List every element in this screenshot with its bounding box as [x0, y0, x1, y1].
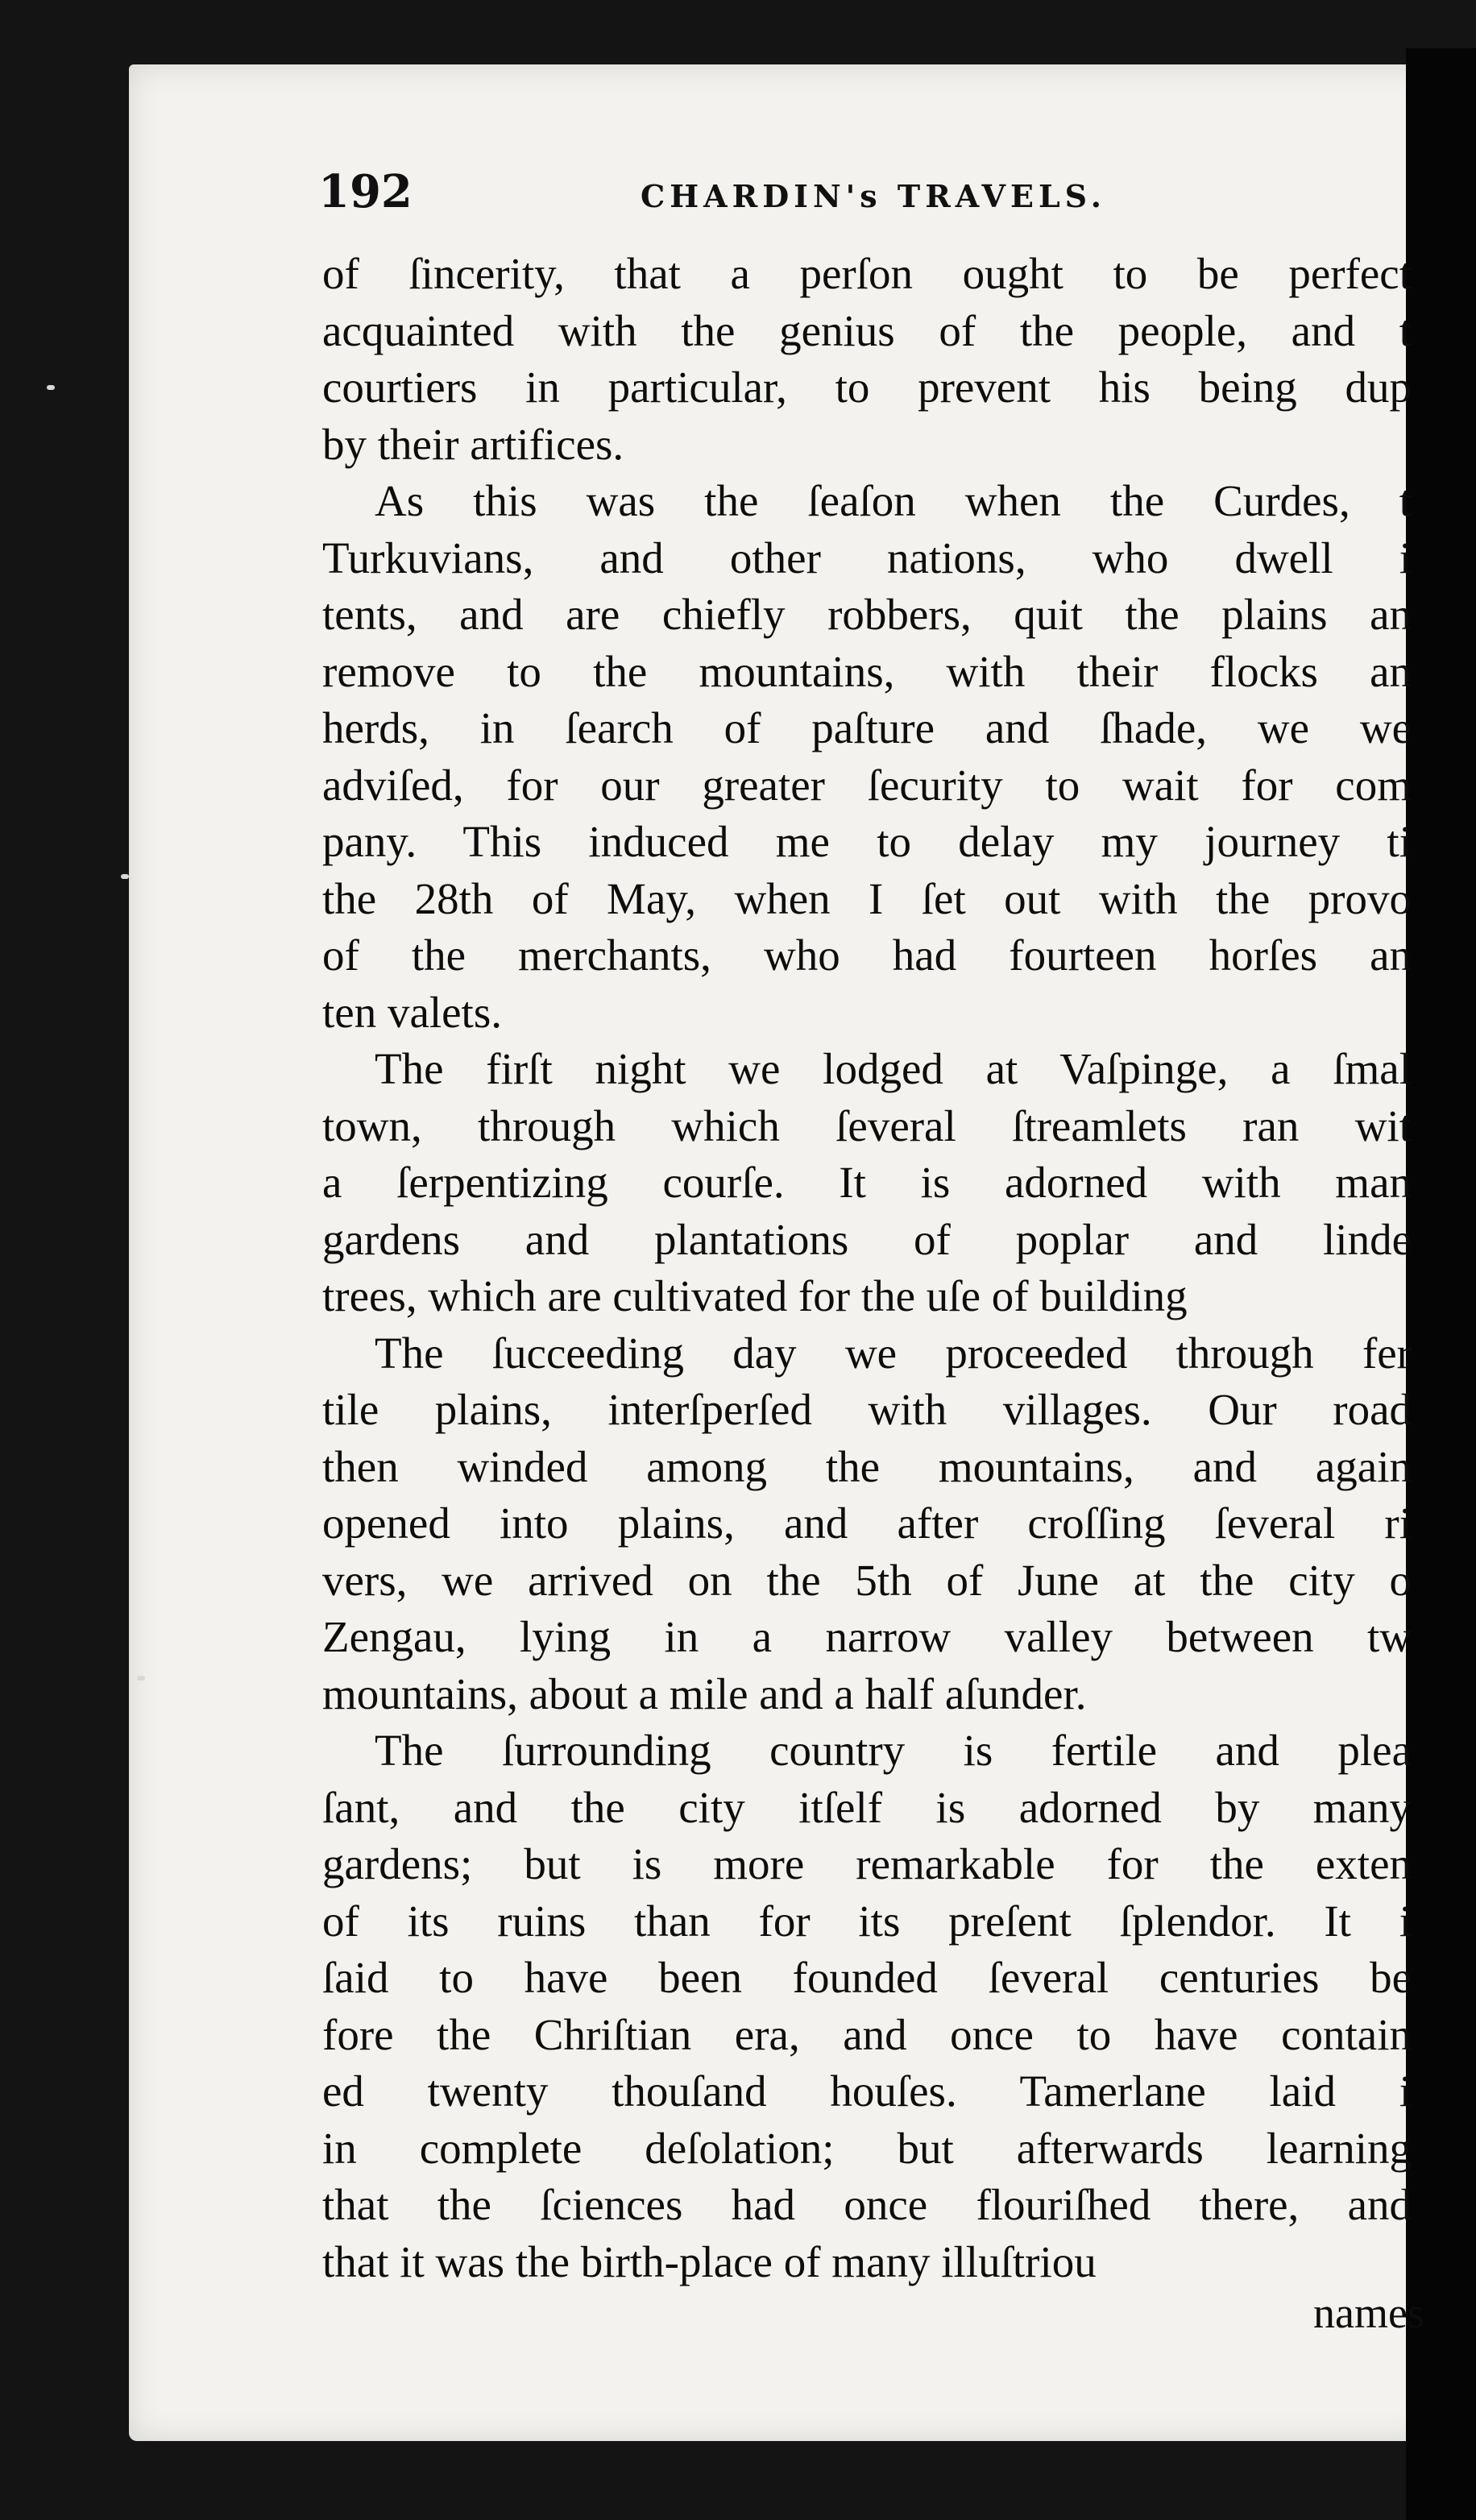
text-line: vers, we arrived on the 5th of June at the city o — [322, 1555, 1412, 1605]
text-line: The firſt night we lodged at Vaſpinge, a ſmal — [375, 1044, 1412, 1093]
text-line: mountains, about a mile and a half aſunder. — [322, 1668, 1087, 1718]
text-line: tents, and are chiefly robbers, quit the plains an — [322, 590, 1412, 639]
text-line: Turkuvians, and other nations, who dwell i — [322, 533, 1412, 582]
text-line: ten valets. — [322, 987, 502, 1037]
text-line: The ſucceeding day we proceeded through fer — [375, 1328, 1412, 1378]
text-line: remove to the mountains, with their flocks an — [322, 646, 1412, 696]
text-line: The ſurrounding country is fertile and plea — [375, 1726, 1412, 1775]
text-line: ſaid to have been founded ſeveral centuries be — [322, 1953, 1412, 2002]
dust-speck — [137, 1676, 145, 1681]
page-number: 192 — [318, 165, 413, 218]
text-line: ed twenty thouſand houſes. Tamerlane laid i — [322, 2066, 1412, 2116]
text-line: As this was the ſeaſon when the Curdes, t — [375, 476, 1412, 525]
dust-speck — [121, 874, 129, 879]
text-line: tile plains, interſperſed with villages. Our road — [322, 1385, 1412, 1434]
page-header — [318, 165, 1204, 230]
text-line: the 28th of May, when I ſet out with the provo — [322, 873, 1412, 923]
body-text — [322, 246, 1412, 2340]
running-head: CHARDIN's TRAVELS. — [641, 178, 1106, 214]
text-line: that the ſciences had once flouriſhed there, and — [322, 2180, 1412, 2229]
text-line: gardens; but is more remarkable for the exten — [322, 1839, 1412, 1888]
text-line: courtiers in particular, to prevent his being dup — [322, 363, 1412, 412]
text-line: by their artifices. — [322, 419, 624, 469]
text-line: opened into plains, and after croſſing ſeveral ri — [322, 1498, 1412, 1548]
text-line: a ſerpentizing courſe. It is adorned with man — [322, 1158, 1412, 1207]
text-line: in complete deſolation; but afterwards learning — [322, 2123, 1412, 2173]
dust-speck — [47, 385, 55, 390]
text-line: fore the Chriſtian era, and once to have contain — [322, 2009, 1412, 2059]
text-line: adviſed, for our greater ſecurity to wait for com — [322, 760, 1412, 810]
text-line: of ſincerity, that a perſon ought to be perfect — [322, 249, 1412, 298]
text-line: acquainted with the genius of the people, and t — [322, 305, 1412, 355]
text-line: Zengau, lying in a narrow valley between tw — [322, 1612, 1412, 1661]
text-line: of its ruins than for its preſent ſplendor. It i — [322, 1896, 1412, 1946]
catchword: names — [1313, 2289, 1424, 2337]
text-line: pany. This induced me to delay my journey ti — [322, 817, 1412, 866]
binding-gutter — [1406, 48, 1476, 2520]
text-line: ſant, and the city itſelf is adorned by many — [322, 1782, 1412, 1832]
text-line: that it was the birth-place of many illuſtriou — [322, 2236, 1097, 2286]
text-line: then winded among the mountains, and again — [322, 1441, 1412, 1491]
text-line: trees, which are cultivated for the uſe of building — [322, 1271, 1188, 1320]
text-line: herds, in ſearch of paſture and ſhade, we we — [322, 703, 1412, 752]
text-line: town, through which ſeveral ſtreamlets ran wit — [322, 1100, 1412, 1150]
text-line: gardens and plantations of poplar and linde — [322, 1214, 1412, 1264]
text-line: of the merchants, who had fourteen horſes an — [322, 930, 1412, 980]
